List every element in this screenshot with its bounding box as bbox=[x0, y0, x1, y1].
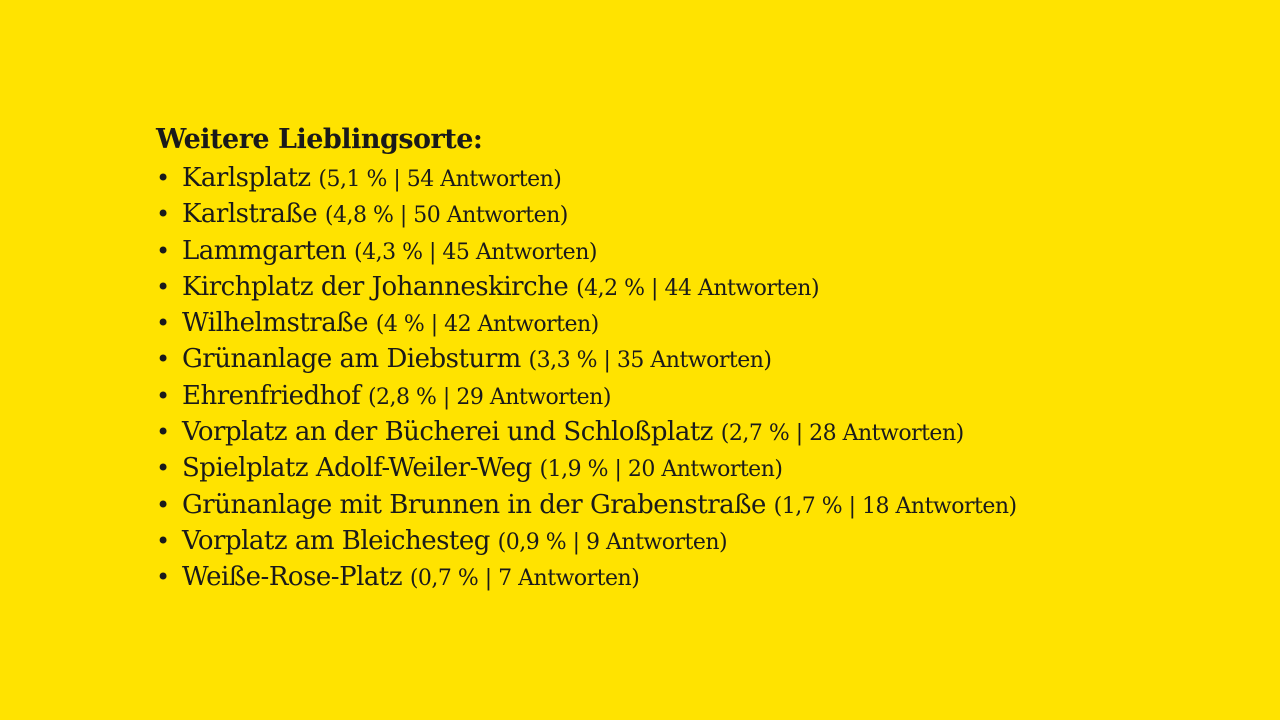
list-item bbox=[156, 414, 1256, 450]
place-name: Lammgarten bbox=[182, 235, 354, 266]
list-item bbox=[156, 196, 1256, 232]
place-name: Vorplatz an der Bücherei und Schloßplatz bbox=[182, 417, 721, 448]
list-item bbox=[156, 450, 1256, 486]
list-item bbox=[156, 160, 1256, 196]
place-stats: (4,2 % | 44 Antworten) bbox=[576, 275, 820, 301]
list-item bbox=[156, 341, 1256, 377]
bullet-icon: • bbox=[156, 563, 170, 592]
bullet-icon: • bbox=[156, 345, 170, 374]
place-stats: (4,8 % | 50 Antworten) bbox=[324, 203, 568, 229]
bullet-icon: • bbox=[156, 164, 170, 192]
bullet-icon: • bbox=[156, 418, 170, 447]
list-item bbox=[156, 559, 1256, 595]
place-name: Vorplatz am Bleichesteg bbox=[182, 525, 498, 556]
content-block bbox=[156, 120, 1256, 596]
place-name: Weiße-Rose-Platz bbox=[182, 562, 410, 593]
list-item bbox=[156, 378, 1256, 414]
place-name: Spielplatz Adolf-Weiler-Weg bbox=[182, 453, 540, 484]
list-item bbox=[156, 269, 1256, 305]
list-item bbox=[156, 305, 1256, 341]
bullet-icon: • bbox=[156, 272, 170, 301]
place-name: Kirchplatz der Johanneskirche bbox=[182, 271, 577, 302]
place-stats: (1,7 % | 18 Antworten) bbox=[773, 493, 1017, 519]
bullet-icon: • bbox=[156, 236, 170, 265]
place-stats: (4 % | 42 Antworten) bbox=[375, 312, 599, 338]
place-name: Grünanlage mit Brunnen in der Grabenstraße bbox=[182, 489, 774, 520]
list-item bbox=[156, 487, 1256, 523]
place-stats: (0,9 % | 9 Antworten) bbox=[497, 529, 728, 555]
list-item bbox=[156, 523, 1256, 559]
bullet-icon: • bbox=[156, 526, 170, 555]
place-stats: (0,7 % | 7 Antworten) bbox=[409, 566, 640, 592]
bullet-icon: • bbox=[156, 454, 170, 483]
place-name: Wilhelmstraße bbox=[182, 308, 376, 339]
place-stats: (5,1 % | 54 Antworten) bbox=[318, 167, 562, 192]
bullet-icon: • bbox=[156, 309, 170, 338]
place-stats: (4,3 % | 45 Antworten) bbox=[354, 239, 597, 265]
place-name: Karlsplatz bbox=[182, 163, 319, 193]
bullet-icon: • bbox=[156, 490, 170, 519]
bullet-icon: • bbox=[156, 381, 170, 410]
place-stats: (3,3 % | 35 Antworten) bbox=[528, 348, 772, 374]
place-stats: (1,9 % | 20 Antworten) bbox=[539, 457, 783, 483]
list-item bbox=[156, 233, 1256, 269]
place-stats: (2,7 % | 28 Antworten) bbox=[720, 421, 964, 447]
place-name: Ehrenfriedhof bbox=[182, 380, 368, 411]
place-stats: (2,8 % | 29 Antworten) bbox=[367, 384, 611, 410]
place-name: Karlstraße bbox=[182, 199, 325, 230]
place-name: Grünanlage am Diebsturm bbox=[182, 344, 529, 375]
places-list bbox=[156, 160, 1256, 596]
bullet-icon: • bbox=[156, 200, 170, 229]
list-heading: Weitere Lieblingsorte: bbox=[156, 124, 483, 155]
